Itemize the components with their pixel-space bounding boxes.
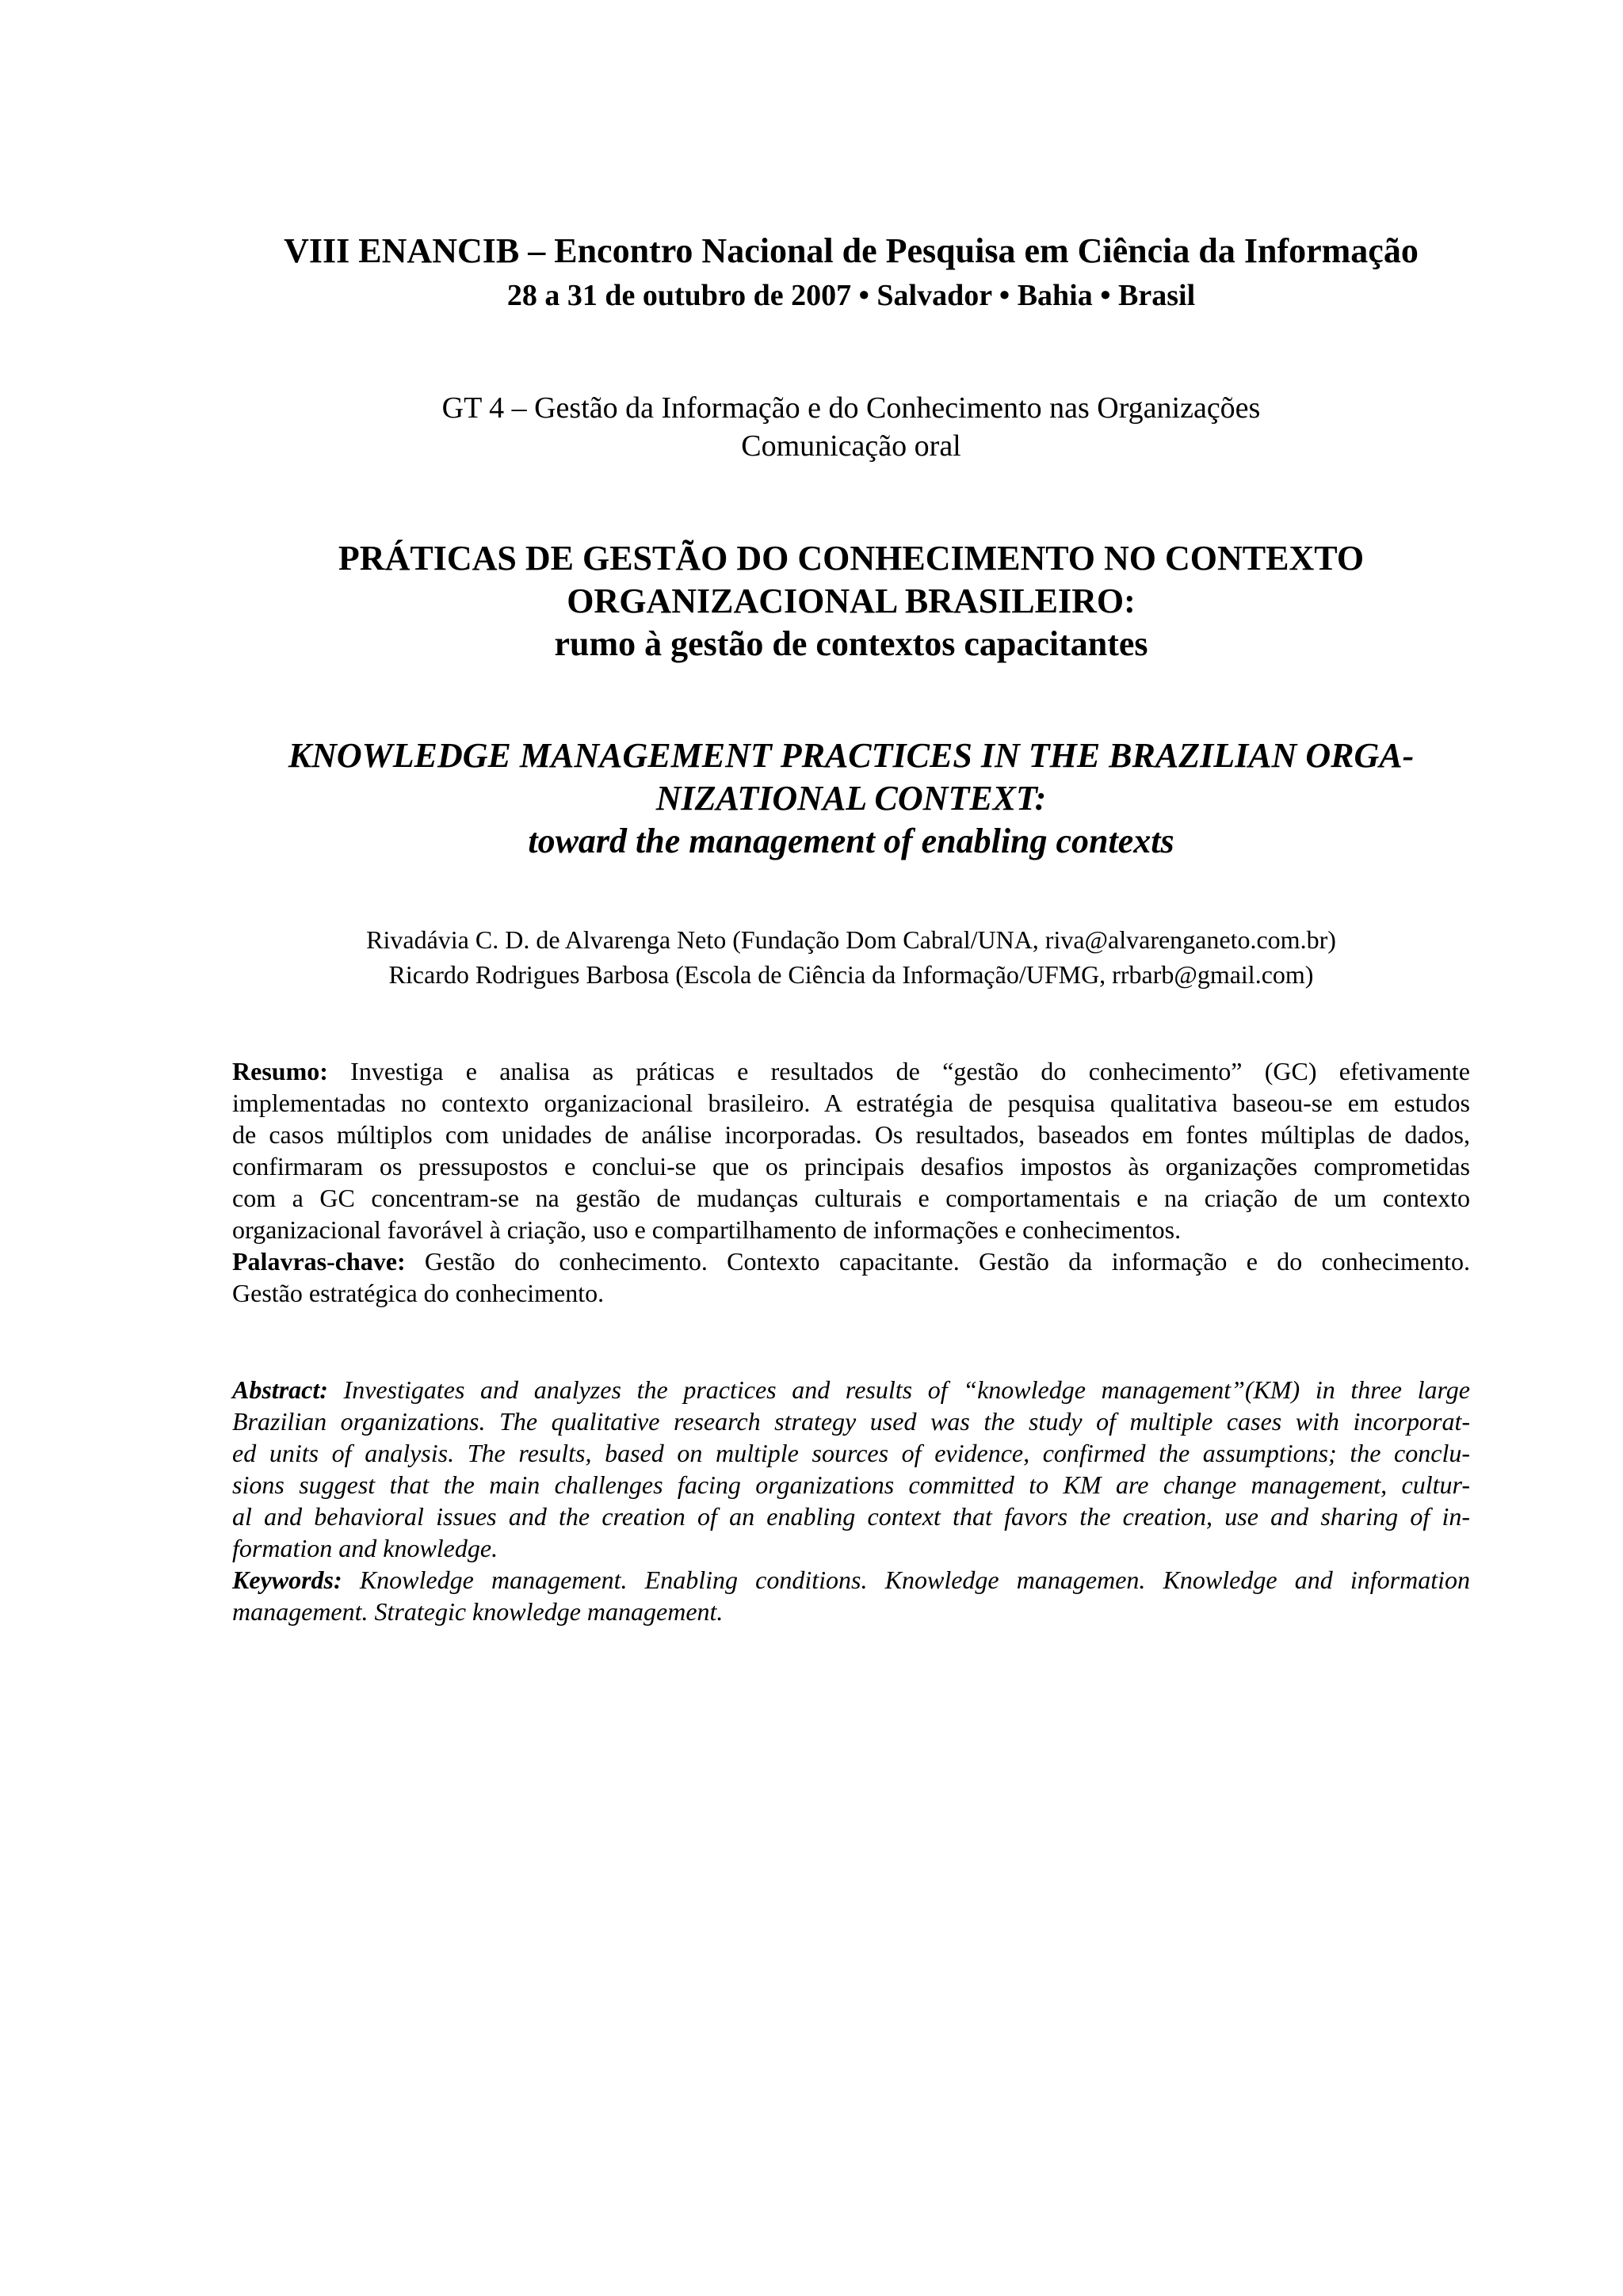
- abstract-line-6: formation and knowledge.: [232, 1534, 498, 1562]
- abstract-section: [232, 1374, 1470, 1627]
- author-2: Ricardo Rodrigues Barbosa (Escola de Ciência da Informação/UFMG, rrbarb@gmail.com): [388, 960, 1314, 989]
- abstract-line-3: ed units of analysis. The results, based on multiple sources of evidence, confirmed the assumptions; the conclu-: [232, 1439, 1470, 1467]
- resumo-line-4: confirmaram os pressupostos e conclui-se que os principais desafios impostos às organizações comprometidas: [232, 1152, 1470, 1180]
- palavras-chave-line-2: Gestão estratégica do conhecimento.: [232, 1279, 605, 1307]
- title-english: [232, 734, 1470, 863]
- resumo-line-1: [232, 1055, 1470, 1087]
- conference-title-text: VIII ENANCIB – Encontro Nacional de Pesquisa em Ciência da Informação: [284, 231, 1419, 270]
- conference-dates: [232, 277, 1470, 314]
- title-en-line-1: KNOWLEDGE MANAGEMENT PRACTICES IN THE BRAZILIAN ORGA-: [288, 736, 1415, 775]
- keywords-line-1: [232, 1564, 1470, 1596]
- resumo-section: [232, 1055, 1470, 1309]
- title-pt-line-3: rumo à gestão de contextos capacitantes: [554, 624, 1148, 663]
- presentation-type: Comunicação oral: [741, 429, 961, 463]
- keywords-label: Keywords:: [232, 1566, 342, 1594]
- title-pt-line-2: ORGANIZACIONAL BRASILEIRO:: [567, 582, 1136, 620]
- session-info: [232, 389, 1470, 465]
- title-en-line-2: NIZATIONAL CONTEXT:: [655, 779, 1047, 818]
- palavras-chave-text: Gestão do conhecimento. Contexto capacitante. Gestão da informação e do conhecimento.: [405, 1247, 1470, 1276]
- palavras-chave-label: Palavras-chave:: [232, 1247, 406, 1276]
- resumo-line-2: implementadas no contexto organizacional brasileiro. A estratégia de pesquisa qualitativa baseou-se em estudos: [232, 1089, 1470, 1117]
- abstract-label: Abstract:: [232, 1375, 328, 1404]
- author-1: Rivadávia C. D. de Alvarenga Neto (Fundação Dom Cabral/UNA, riva@alvarenganeto.com.br): [366, 925, 1336, 954]
- conference-dates-text: 28 a 31 de outubro de 2007 • Salvador • Bahia • Brasil: [506, 279, 1196, 312]
- title-portuguese: [232, 537, 1470, 666]
- title-pt-line-1: PRÁTICAS DE GESTÃO DO CONHECIMENTO NO CONTEXTO: [338, 539, 1365, 578]
- conference-title: [232, 231, 1470, 272]
- working-group: GT 4 – Gestão da Informação e do Conhecimento nas Organizações: [441, 391, 1261, 425]
- abstract-line-2: Brazilian organizations. The qualitative research strategy used was the study of multiple cases with incorporat-: [232, 1407, 1470, 1436]
- abstract-line-1: [232, 1374, 1470, 1405]
- author-list: [232, 922, 1470, 992]
- abstract-line-1-text: Investigates and analyzes the practices and results of “knowledge management”(KM) in three large: [327, 1375, 1470, 1404]
- abstract-line-5: al and behavioral issues and the creation of an enabling context that favors the creation, use and sharing of in-: [232, 1502, 1470, 1531]
- resumo-line-3: de casos múltiplos com unidades de análise incorporadas. Os resultados, baseados em fontes múltiplas de dados,: [232, 1120, 1470, 1149]
- resumo-line-5: com a GC concentram-se na gestão de mudanças culturais e comportamentais e na criação de um contexto: [232, 1184, 1470, 1212]
- keywords-text: Knowledge management. Enabling conditions. Knowledge managemen. Knowledge and information: [342, 1566, 1470, 1594]
- abstract-line-4: sions suggest that the main challenges facing organizations committed to KM are change management, cultur-: [232, 1470, 1470, 1499]
- resumo-label: Resumo:: [232, 1057, 328, 1085]
- palavras-chave-line-1: [232, 1245, 1470, 1277]
- keywords-line-2: management. Strategic knowledge management.: [232, 1597, 724, 1626]
- title-en-line-3: toward the management of enabling contexts: [528, 822, 1174, 860]
- resumo-line-1-text: Investiga e analisa as práticas e resultados de “gestão do conhecimento” (GC) efetivamente: [327, 1057, 1470, 1085]
- resumo-line-6: organizacional favorável à criação, uso e compartilhamento de informações e conhecimentos.: [232, 1215, 1182, 1244]
